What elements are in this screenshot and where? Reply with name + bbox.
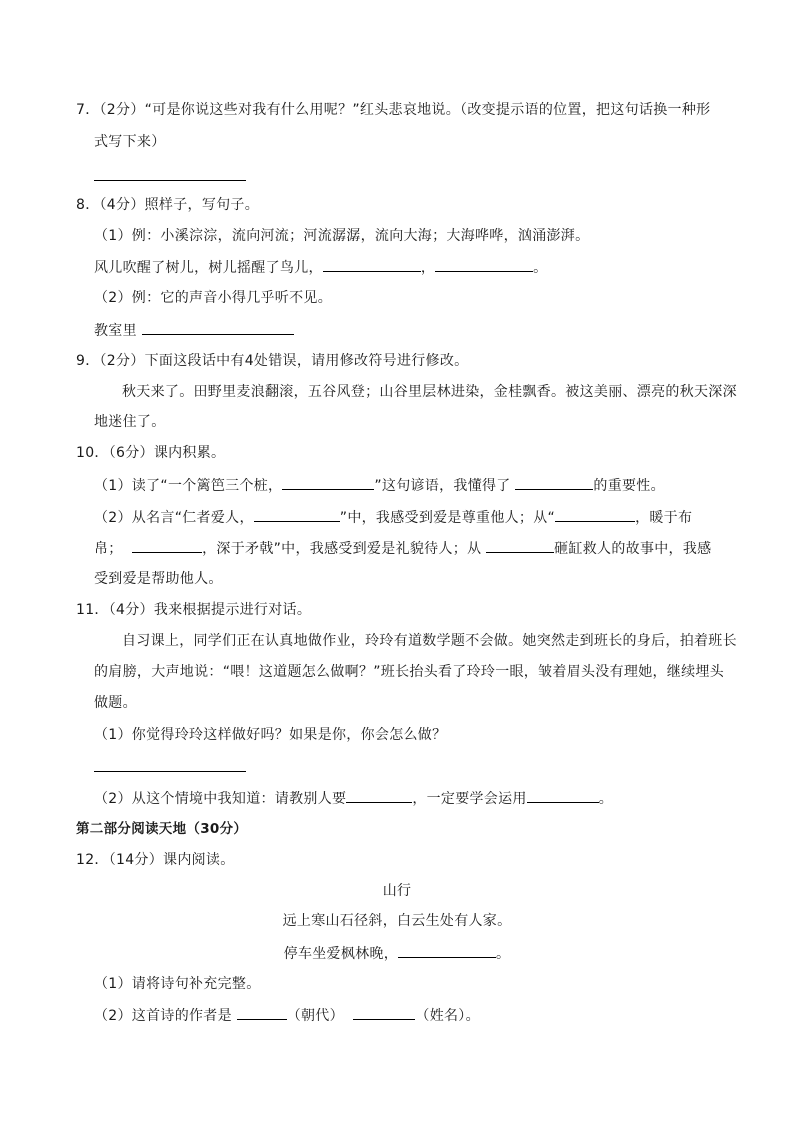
q10-s3-blank-b[interactable] — [486, 538, 554, 553]
poem-line1: 远上寒山石径斜，白云生处有人家。 — [282, 913, 512, 929]
q11-sub2-part-c: 。 — [598, 791, 614, 807]
q9-paragraph-line2: 地迷住了。 — [94, 414, 166, 430]
q11-paragraph-line2: 的肩膀，大声地说：“喂！这道题怎么做啊？”班长抬头看了玲玲一眼，皱着眉头没有理她，继续埋头 — [94, 664, 725, 680]
q8-fill1 — [94, 257, 547, 278]
q10-sentence1 — [94, 475, 665, 496]
q10-s1-blank-b[interactable] — [515, 475, 593, 490]
q10-s2-part-a: （2）从名言“仁者爱人， — [94, 510, 254, 526]
q8-fill1-period: 。 — [533, 260, 548, 276]
q11-sub2-part-a: （2）从这个情境中我知道：请教别人要 — [94, 791, 347, 807]
q12-author-blank[interactable] — [353, 1005, 415, 1020]
q12-sub2-part-a: （2）这首诗的作者是 — [94, 1008, 232, 1024]
q10-s1-part-b: ”这句谚语，我懂得了 — [374, 478, 511, 494]
q10-s1-part-a: （1）读了“一个篱笆三个桩， — [94, 478, 283, 494]
q8-fill1-blank-b[interactable] — [435, 257, 533, 272]
q10-sentence3 — [94, 538, 711, 559]
q8-fill2-prefix: 教室里 — [94, 323, 137, 339]
q10-s3-blank-a[interactable] — [132, 538, 202, 553]
q7-line2: 式写下来） — [94, 134, 166, 150]
q9-paragraph-line1: 秋天来了。田野里麦浪翻滚，五谷风登；山谷里层林进染，金桂飘香。被这美丽、漂亮的秋天深深 — [122, 384, 737, 400]
q11-heading: 11．（4分）我来根据提示进行对话。 — [76, 602, 312, 618]
poem-line2-part-b: 。 — [496, 946, 511, 962]
q8-heading: 8．（4分）照样子，写句子。 — [76, 197, 260, 213]
q7-line1: 7．（2分）“可是你说这些对我有什么用呢？”红头悲哀地说。（改变提示语的位置，把这句话换一种形 — [76, 102, 711, 118]
q10-s3-part-c: 砸缸救人的故事中，我感 — [554, 541, 712, 557]
poem-title: 山行 — [382, 883, 412, 899]
q11-sub2-blank-a[interactable] — [346, 788, 412, 803]
q12-sub2 — [94, 1005, 480, 1026]
poem-line2-part-a: 停车坐爱枫林晚， — [283, 946, 399, 962]
q12-heading: 12．（14分）课内阅读。 — [76, 852, 235, 868]
q10-s1-blank-a[interactable] — [282, 475, 374, 490]
q10-s2-part-c: ，暖于布 — [635, 510, 693, 526]
q11-sub1: （1）你觉得玲玲这样做好吗？如果是你，你会怎么做？ — [94, 727, 447, 743]
q12-sub2-part-c: （姓名）。 — [415, 1008, 480, 1024]
q11-paragraph-line3: 做题。 — [94, 695, 137, 711]
q11-sub1-answer-blank[interactable] — [94, 771, 246, 772]
q12-sub1: （1）请将诗句补充完整。 — [94, 976, 261, 992]
poem-line2 — [0, 943, 794, 964]
q10-s2-blank-a[interactable] — [254, 507, 340, 522]
q10-s2-part-b: ”中，我感受到爱是尊重他人；从“ — [339, 510, 556, 526]
q8-fill2-blank[interactable] — [142, 320, 294, 335]
q8-fill1-prefix: 风儿吹醒了树儿，树儿摇醒了鸟儿， — [94, 260, 323, 276]
q12-dynasty-blank[interactable] — [237, 1005, 287, 1020]
q11-sub2-part-b: ，一定要学会运用 — [412, 791, 527, 807]
q9-heading: 9．（2分）下面这段话中有4处错误，请用修改符号进行修改。 — [76, 353, 469, 369]
q11-sub2-blank-b[interactable] — [527, 788, 599, 803]
q11-sub2 — [94, 788, 613, 809]
q8-fill1-blank-a[interactable] — [323, 257, 421, 272]
q12-sub2-part-b: （朝代） — [286, 1008, 344, 1024]
q10-s2-blank-b[interactable] — [555, 507, 635, 522]
q10-sentence4: 受到爱是帮助他人。 — [94, 571, 223, 587]
q10-heading: 10．（6分）课内积累。 — [76, 445, 226, 461]
q10-s3-part-b: ，深于矛戟”中，我感受到爱是礼貌待人；从 — [202, 541, 482, 557]
q11-paragraph-line1: 自习课上，同学们正在认真地做作业，玲玲有道数学题不会做。她突然走到班长的身后，拍着班长 — [122, 633, 737, 649]
q10-sentence2 — [94, 507, 692, 528]
q8-fill2 — [94, 320, 294, 341]
q8-example2: （2）例：它的声音小得几乎听不见。 — [94, 290, 333, 306]
q10-s1-part-c: 的重要性。 — [593, 478, 665, 494]
q8-fill1-comma: ， — [420, 260, 436, 276]
q7-answer-blank[interactable] — [94, 180, 246, 181]
q10-s3-part-a: 帛； — [94, 541, 123, 557]
poem-line2-blank[interactable] — [398, 943, 496, 958]
part2-title: 第二部分阅读天地（30分） — [76, 821, 248, 837]
q8-example1: （1）例：小溪淙淙，流向河流；河流潺潺，流向大海；大海哗哗，汹涌澎湃。 — [94, 228, 590, 244]
